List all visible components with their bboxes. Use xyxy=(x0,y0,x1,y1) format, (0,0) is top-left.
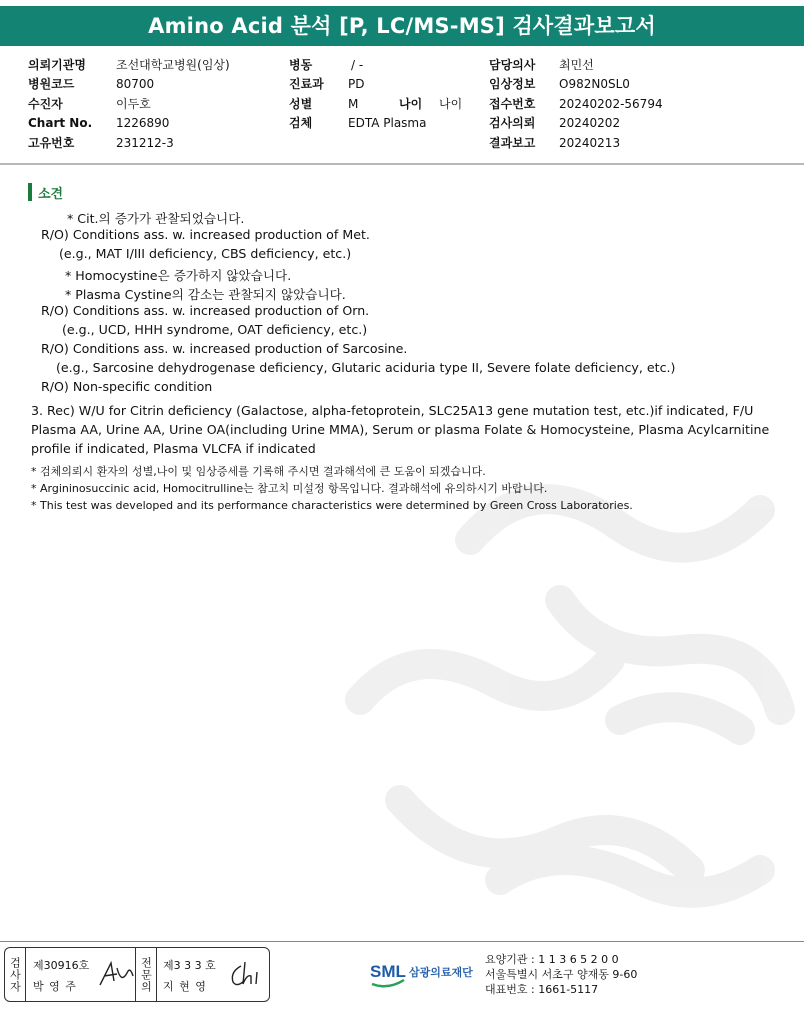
notes-block xyxy=(31,463,633,514)
info-row-accession xyxy=(489,95,663,114)
info-row-sex-age xyxy=(289,95,463,114)
info-value: 이두호 xyxy=(116,96,151,111)
info-value: 20240213 xyxy=(559,135,621,150)
info-mid-column xyxy=(289,56,463,134)
info-value: 20240202 xyxy=(559,116,621,131)
specialist-vertical-label xyxy=(136,948,156,1001)
info-label: 고유번호 xyxy=(28,135,75,150)
info-label: 결과보고 xyxy=(489,135,536,150)
info-label: Chart No. xyxy=(28,116,93,131)
finding-line: R/O) Non-specific condition xyxy=(41,379,213,394)
info-value: 최민선 xyxy=(559,58,594,72)
info-value: PD xyxy=(348,77,365,92)
info-row-specimen xyxy=(289,114,427,133)
info-value: 231212-3 xyxy=(116,135,174,150)
finding-line: R/O) Conditions ass. w. increased production of Sarcosine. xyxy=(41,341,408,356)
info-value: O982N0SL0 xyxy=(559,77,630,92)
info-value: 80700 xyxy=(116,77,155,92)
institution-code: 요양기관 : 1 1 3 6 5 2 0 0 xyxy=(485,953,619,966)
examiner-signature xyxy=(97,958,135,990)
info-row-institution xyxy=(28,56,230,75)
finding-line: (e.g., UCD, HHH syndrome, OAT deficiency, etc.) xyxy=(62,322,368,337)
specialist-license-no: 제3 3 3 호 xyxy=(163,959,216,972)
finding-line: R/O) Conditions ass. w. increased production of Met. xyxy=(41,227,370,242)
note-line: * This test was developed and its performance characteristics were determined by Green Cross Laboratories. xyxy=(31,499,633,512)
info-label: 접수번호 xyxy=(489,96,536,111)
specialist-signature xyxy=(227,958,265,990)
note-line: * Argininosuccinic acid, Homocitrulline는 참고치 미설정 항목입니다. 결과해석에 유의하시기 바랍니다. xyxy=(31,482,548,495)
info-row-clinical-info xyxy=(489,75,630,94)
info-value: 1226890 xyxy=(116,116,170,131)
info-value: 조선대학교병원(임상) xyxy=(116,58,230,72)
institution-phone: 대표번호 : 1661-5117 xyxy=(485,983,599,996)
info-row-patient xyxy=(28,95,151,114)
finding-line: * Cit.의 증가가 관찰되었습니다. xyxy=(67,211,245,226)
sml-logo xyxy=(366,950,481,995)
info-label: 성별 xyxy=(289,96,313,111)
examiner-name: 박 영 주 xyxy=(33,980,77,993)
examiner-vertical-label xyxy=(5,948,25,1001)
finding-line: R/O) Conditions ass. w. increased production of Orn. xyxy=(41,303,370,318)
institution-info xyxy=(485,952,637,997)
info-value: / - xyxy=(351,58,364,72)
info-left-column xyxy=(28,56,230,153)
box-divider xyxy=(156,948,157,1001)
info-row-report-date xyxy=(489,134,621,153)
info-label: 수진자 xyxy=(28,96,63,111)
info-label-age: 나이 xyxy=(399,96,423,111)
recommendation-paragraph: 3. Rec) W/U for Citrin deficiency (Galactose, alpha-fetoprotein, SLC25A13 gene mutation test, etc.)if indicated, F/U Plasma AA, Urine AA, Urine OA(including Urine MMA), Serum or plasma Folate & Homocysteine, Plasma Acylcarnitine profile if indicated, Plasma VLCFA if indicated xyxy=(31,403,770,456)
finding-line: (e.g., MAT I/III deficiency, CBS deficiency, etc.) xyxy=(59,246,352,261)
footer-divider xyxy=(0,941,804,942)
finding-line: * Homocystine은 증가하지 않았습니다. xyxy=(65,268,292,283)
info-row-unique-no xyxy=(28,134,174,153)
info-row-hospital-code xyxy=(28,75,155,94)
logo-text: SML xyxy=(370,962,406,981)
signature-box xyxy=(4,947,270,1002)
info-label: 임상정보 xyxy=(489,77,536,92)
heading-accent-bar xyxy=(28,183,32,201)
info-row-chart-no xyxy=(28,114,170,133)
findings-heading xyxy=(28,183,63,201)
examiner-label: 검사자 xyxy=(8,956,22,993)
info-right-column xyxy=(489,56,663,153)
info-label: 검체 xyxy=(289,116,313,131)
info-label: 진료과 xyxy=(289,77,324,92)
finding-line: (e.g., Sarcosine dehydrogenase deficiency, Glutaric aciduria type II, Severe folate deficiency, etc.) xyxy=(56,360,676,375)
info-value: EDTA Plasma xyxy=(348,116,427,131)
info-value: M xyxy=(348,96,359,111)
patient-info-block xyxy=(0,56,804,151)
info-label: 의뢰기관명 xyxy=(28,58,86,72)
section-divider xyxy=(0,163,804,165)
org-name: 삼광의료재단 xyxy=(409,966,473,979)
info-row-doctor xyxy=(489,56,594,75)
institution-address: 서울특별시 서초구 양재동 9-60 xyxy=(485,968,638,981)
finding-line: * Plasma Cystine의 감소는 관찰되지 않았습니다. xyxy=(65,287,346,302)
findings-heading-text: 소견 xyxy=(38,186,64,202)
info-label: 병원코드 xyxy=(28,77,75,92)
box-divider xyxy=(25,948,26,1001)
info-row-ward xyxy=(289,56,364,75)
specialist-label: 전문의 xyxy=(139,956,153,993)
info-label: 병동 xyxy=(289,58,313,72)
sml-logo-icon xyxy=(366,950,411,995)
info-row-department xyxy=(289,75,365,94)
info-row-request-date xyxy=(489,114,621,133)
info-value-age: 나이 xyxy=(439,96,463,111)
info-label: 담당의사 xyxy=(489,58,536,72)
note-line: * 검체의뢰시 환자의 성별,나이 및 임상증세를 기록해 주시면 결과해석에 큰 도움이 되겠습니다. xyxy=(31,465,486,478)
report-title: Amino Acid 분석 [P, LC/MS-MS] 검사결과보고서 xyxy=(0,6,804,46)
examiner-license-no: 제30916호 xyxy=(33,959,90,972)
info-label: 검사의뢰 xyxy=(489,116,536,131)
specialist-name: 지 현 영 xyxy=(163,980,207,993)
info-value: 20240202-56794 xyxy=(559,96,663,111)
